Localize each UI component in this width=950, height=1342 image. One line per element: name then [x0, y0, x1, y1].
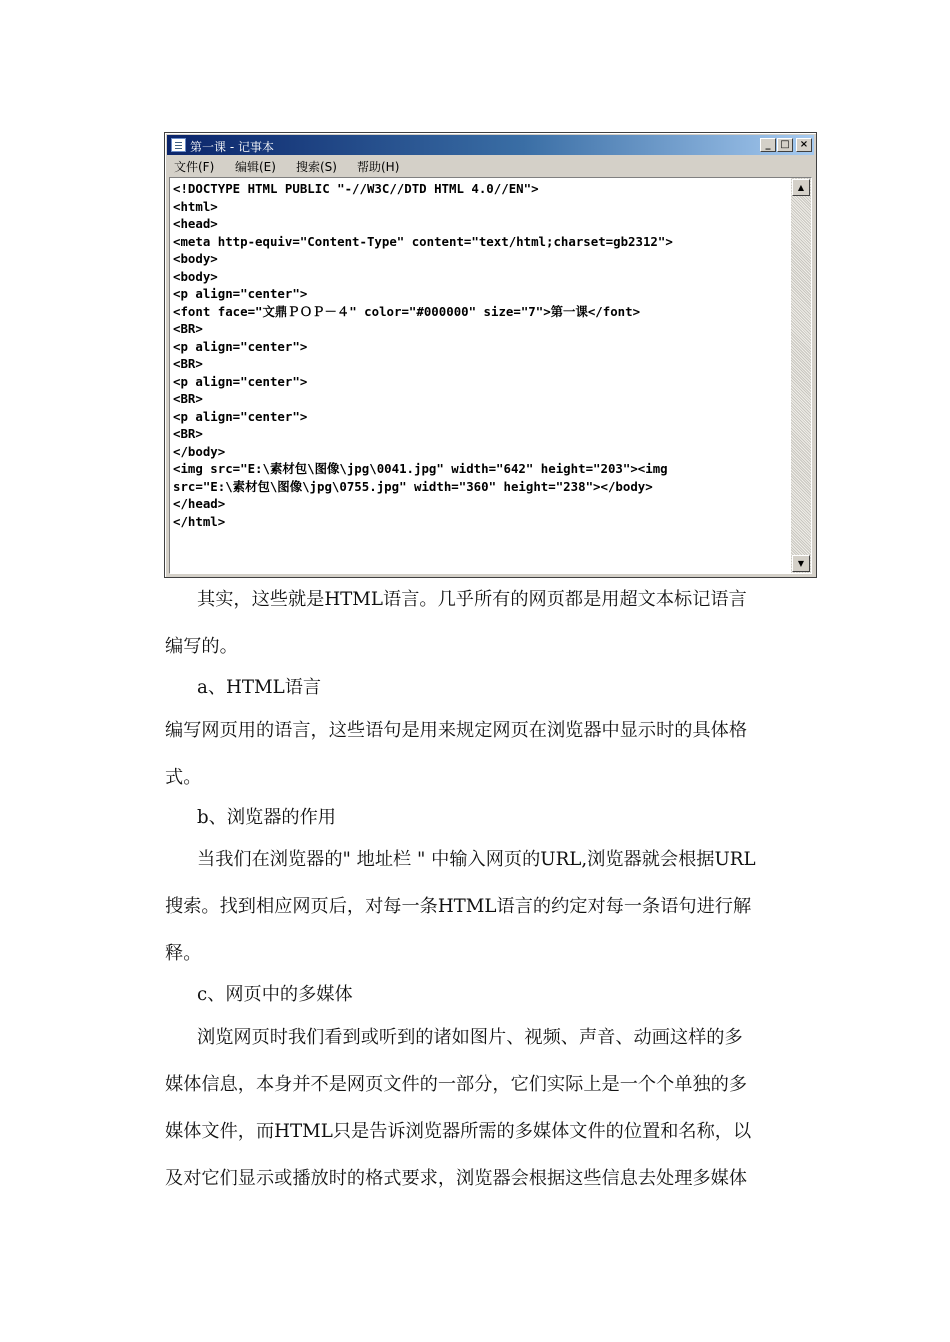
code-line: <body> — [173, 268, 218, 284]
menu-edit: 编辑(E) — [235, 160, 276, 174]
notepad-menu-bar — [167, 156, 814, 176]
code-line: <head> — [173, 216, 218, 231]
paragraph-html-intro: 其实，这些就是HTML语言。几乎所有的网页都是用超文本标记语言 — [197, 589, 747, 610]
notepad-window-title: 第一课 - 记事本 — [190, 140, 274, 154]
notepad-app-icon — [171, 138, 186, 152]
code-line: <p align="center"> — [173, 408, 308, 424]
paragraph-multimedia: 浏览网页时我们看到或听到的诸如图片、视频、声音、动画这样的多 — [197, 1027, 743, 1048]
code-line: <p align="center"> — [173, 373, 308, 389]
menu-search: 搜索(S) — [296, 160, 337, 174]
code-line: <meta http-equiv="Content-Type" content="text/html;charset=gb2312"> — [173, 233, 673, 249]
paragraph-html-language: 编写网页用的语言，这些语句是用来规定网页在浏览器中显示时的具体格 — [165, 720, 748, 741]
notepad-text-area — [169, 177, 812, 574]
code-line: <BR> — [173, 426, 203, 441]
menu-file: 文件(F) — [174, 160, 215, 174]
vertical-scrollbar — [791, 178, 811, 573]
heading-browser-role: b、浏览器的作用 — [197, 807, 336, 828]
code-line: <img src="E:\素材包\图像\jpg\0041.jpg" width="642" height="203"><img — [173, 461, 668, 476]
code-line: <BR> — [173, 391, 203, 406]
notepad-window-screenshot — [164, 132, 817, 578]
scroll-down-icon: ▼ — [792, 555, 810, 572]
paragraph-browser-role-cont: 搜索。找到相应网页后，对每一条HTML语言的约定对每一条语句进行解 — [165, 896, 752, 917]
code-line: <body> — [173, 251, 218, 266]
code-line: </html> — [173, 513, 226, 529]
code-line: <BR> — [173, 356, 203, 371]
menu-help: 帮助(H) — [357, 160, 400, 174]
paragraph-browser-role-end: 释。 — [165, 943, 202, 964]
code-line: <font face="文鼎ＰＯＰ－４" color="#000000" size="7">第一课</font> — [173, 303, 641, 319]
paragraph-html-intro-cont: 编写的。 — [165, 636, 238, 657]
code-line: src="E:\素材包\图像\jpg\0755.jpg" width="360" height="238"></body> — [173, 478, 653, 494]
minimize-icon: _ — [760, 138, 776, 152]
code-line: <html> — [173, 198, 218, 214]
paragraph-html-language-cont: 式。 — [165, 767, 202, 788]
heading-html-language: a、HTML语言 — [197, 677, 322, 698]
notepad-title-bar — [167, 135, 814, 155]
scroll-up-icon: ▲ — [792, 179, 810, 196]
code-line: <p align="center"> — [173, 338, 308, 354]
paragraph-multimedia-cont-3: 及对它们显示或播放时的格式要求，浏览器会根据这些信息去处理多媒体 — [165, 1168, 748, 1189]
paragraph-multimedia-cont-1: 媒体信息，本身并不是网页文件的一部分，它们实际上是一个个单独的多 — [165, 1074, 748, 1095]
paragraph-multimedia-cont-2: 媒体文件，而HTML只是告诉浏览器所需的多媒体文件的位置和名称，以 — [165, 1121, 752, 1142]
code-line: </head> — [173, 496, 226, 511]
code-line: <BR> — [173, 321, 203, 336]
heading-multimedia: c、网页中的多媒体 — [197, 984, 353, 1005]
code-line: <!DOCTYPE HTML PUBLIC "-//W3C//DTD HTML 4.0//EN"> — [173, 181, 539, 196]
close-icon: × — [796, 138, 812, 152]
html-source-code — [173, 180, 787, 530]
maximize-icon: □ — [777, 138, 793, 152]
code-line: <p align="center"> — [173, 286, 308, 301]
paragraph-browser-role: 当我们在浏览器的" 地址栏 " 中输入网页的URL,浏览器就会根据URL — [197, 849, 756, 870]
code-line: </body> — [173, 443, 226, 459]
